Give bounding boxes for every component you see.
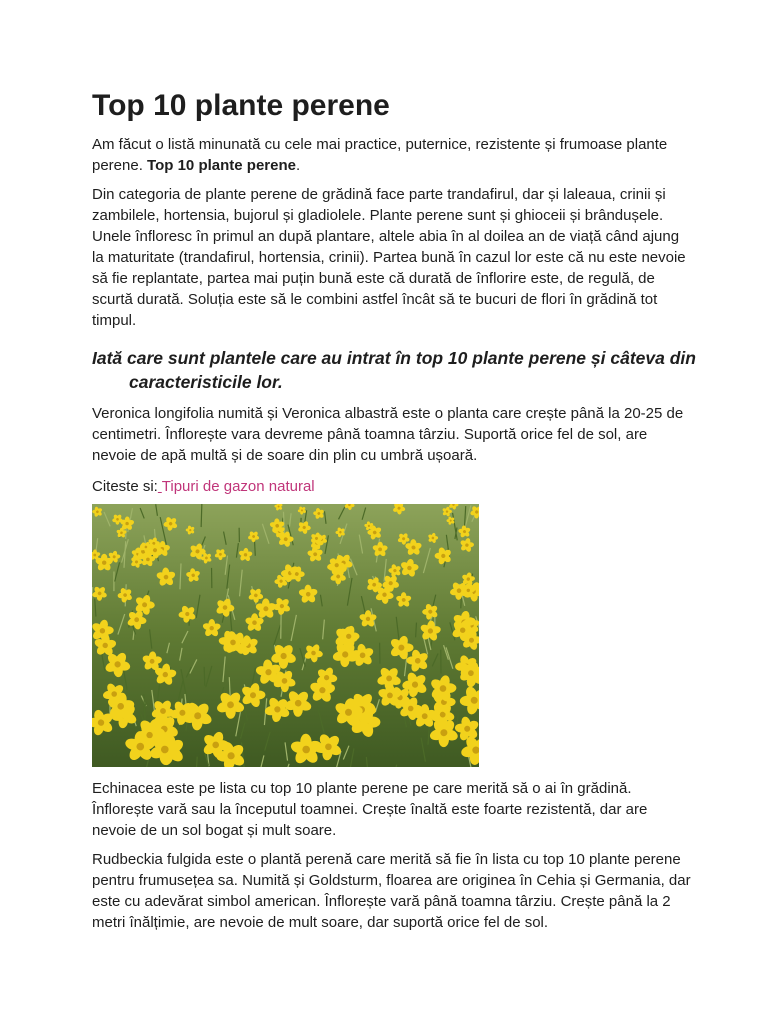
section-subheading: Iată care sunt plantele care au intrat în top 10 plante perene și câteva din caracteristicile lor. (92, 348, 696, 392)
intro-end: . (295, 157, 301, 174)
flowers-image (92, 504, 479, 767)
rudbeckia-paragraph: Rudbeckia fulgida este o plantă perenă care merită să fie în lista cu top 10 plante perene pentru frumusețea sa. Numită și Goldsturm, floarea are originea în Cehia și Germania, dar este cu adevărat simbol american. Înflorește vară până toamna târziu. Crește până la 2 metri înălțimie, are nevoie de mult soare, dar suportă orice fel de sol. (92, 851, 691, 931)
category-paragraph: Din categoria de plante perene de grădină face parte trandafirul, dar și laleaua, crinii și zambilele, hortensia, bujorul și gladiolele. Plante perene sunt și ghioceii și brândușele. Unele înfloresc în primul an după plantare, altele abia în al doilea an de viață când ajung la maturitate (trandafirul, hortensia, crinii). Partea bună în cazul lor este că nu este nevoie să fie replantate, partea mai puțin bună este că durată de înflorire este, de regulă, de scurtă durată. Soluția este să le combini astfel încât să te bucuri de flori în grădină tot timpul. (92, 186, 686, 329)
intro-bold: Top 10 plante perene (147, 157, 296, 174)
intro-paragraph (92, 134, 692, 176)
yellow-flowers-photo (92, 504, 479, 767)
read-also-link[interactable]: Tipuri de gazon natural (161, 478, 315, 495)
intro-text: Am făcut o listă minunată cu cele mai practice, puternice, rezistente și frumoase plante perene. (92, 136, 668, 174)
page-title: Top 10 plante perene (92, 89, 390, 122)
read-also-line (92, 476, 692, 497)
echinacea-paragraph: Echinacea este pe lista cu top 10 plante perene pe care merită să o ai în grădină. Înflorește vară sau la începutul toamnei. Crește înaltă este foarte rezistentă, dar are nevoie de un sol bogat și mult soare. (92, 780, 648, 839)
veronica-paragraph: Veronica longifolia numită și Veronica albastră este o planta care crește până la 20-25 de centimetri. Înflorește vara devreme până toamna târziu. Suportă orice fel de sol, are nevoie de apă multă și de soare din plin cu umbră ușoară. (92, 405, 684, 464)
read-also-label: Citeste si: (92, 478, 158, 495)
